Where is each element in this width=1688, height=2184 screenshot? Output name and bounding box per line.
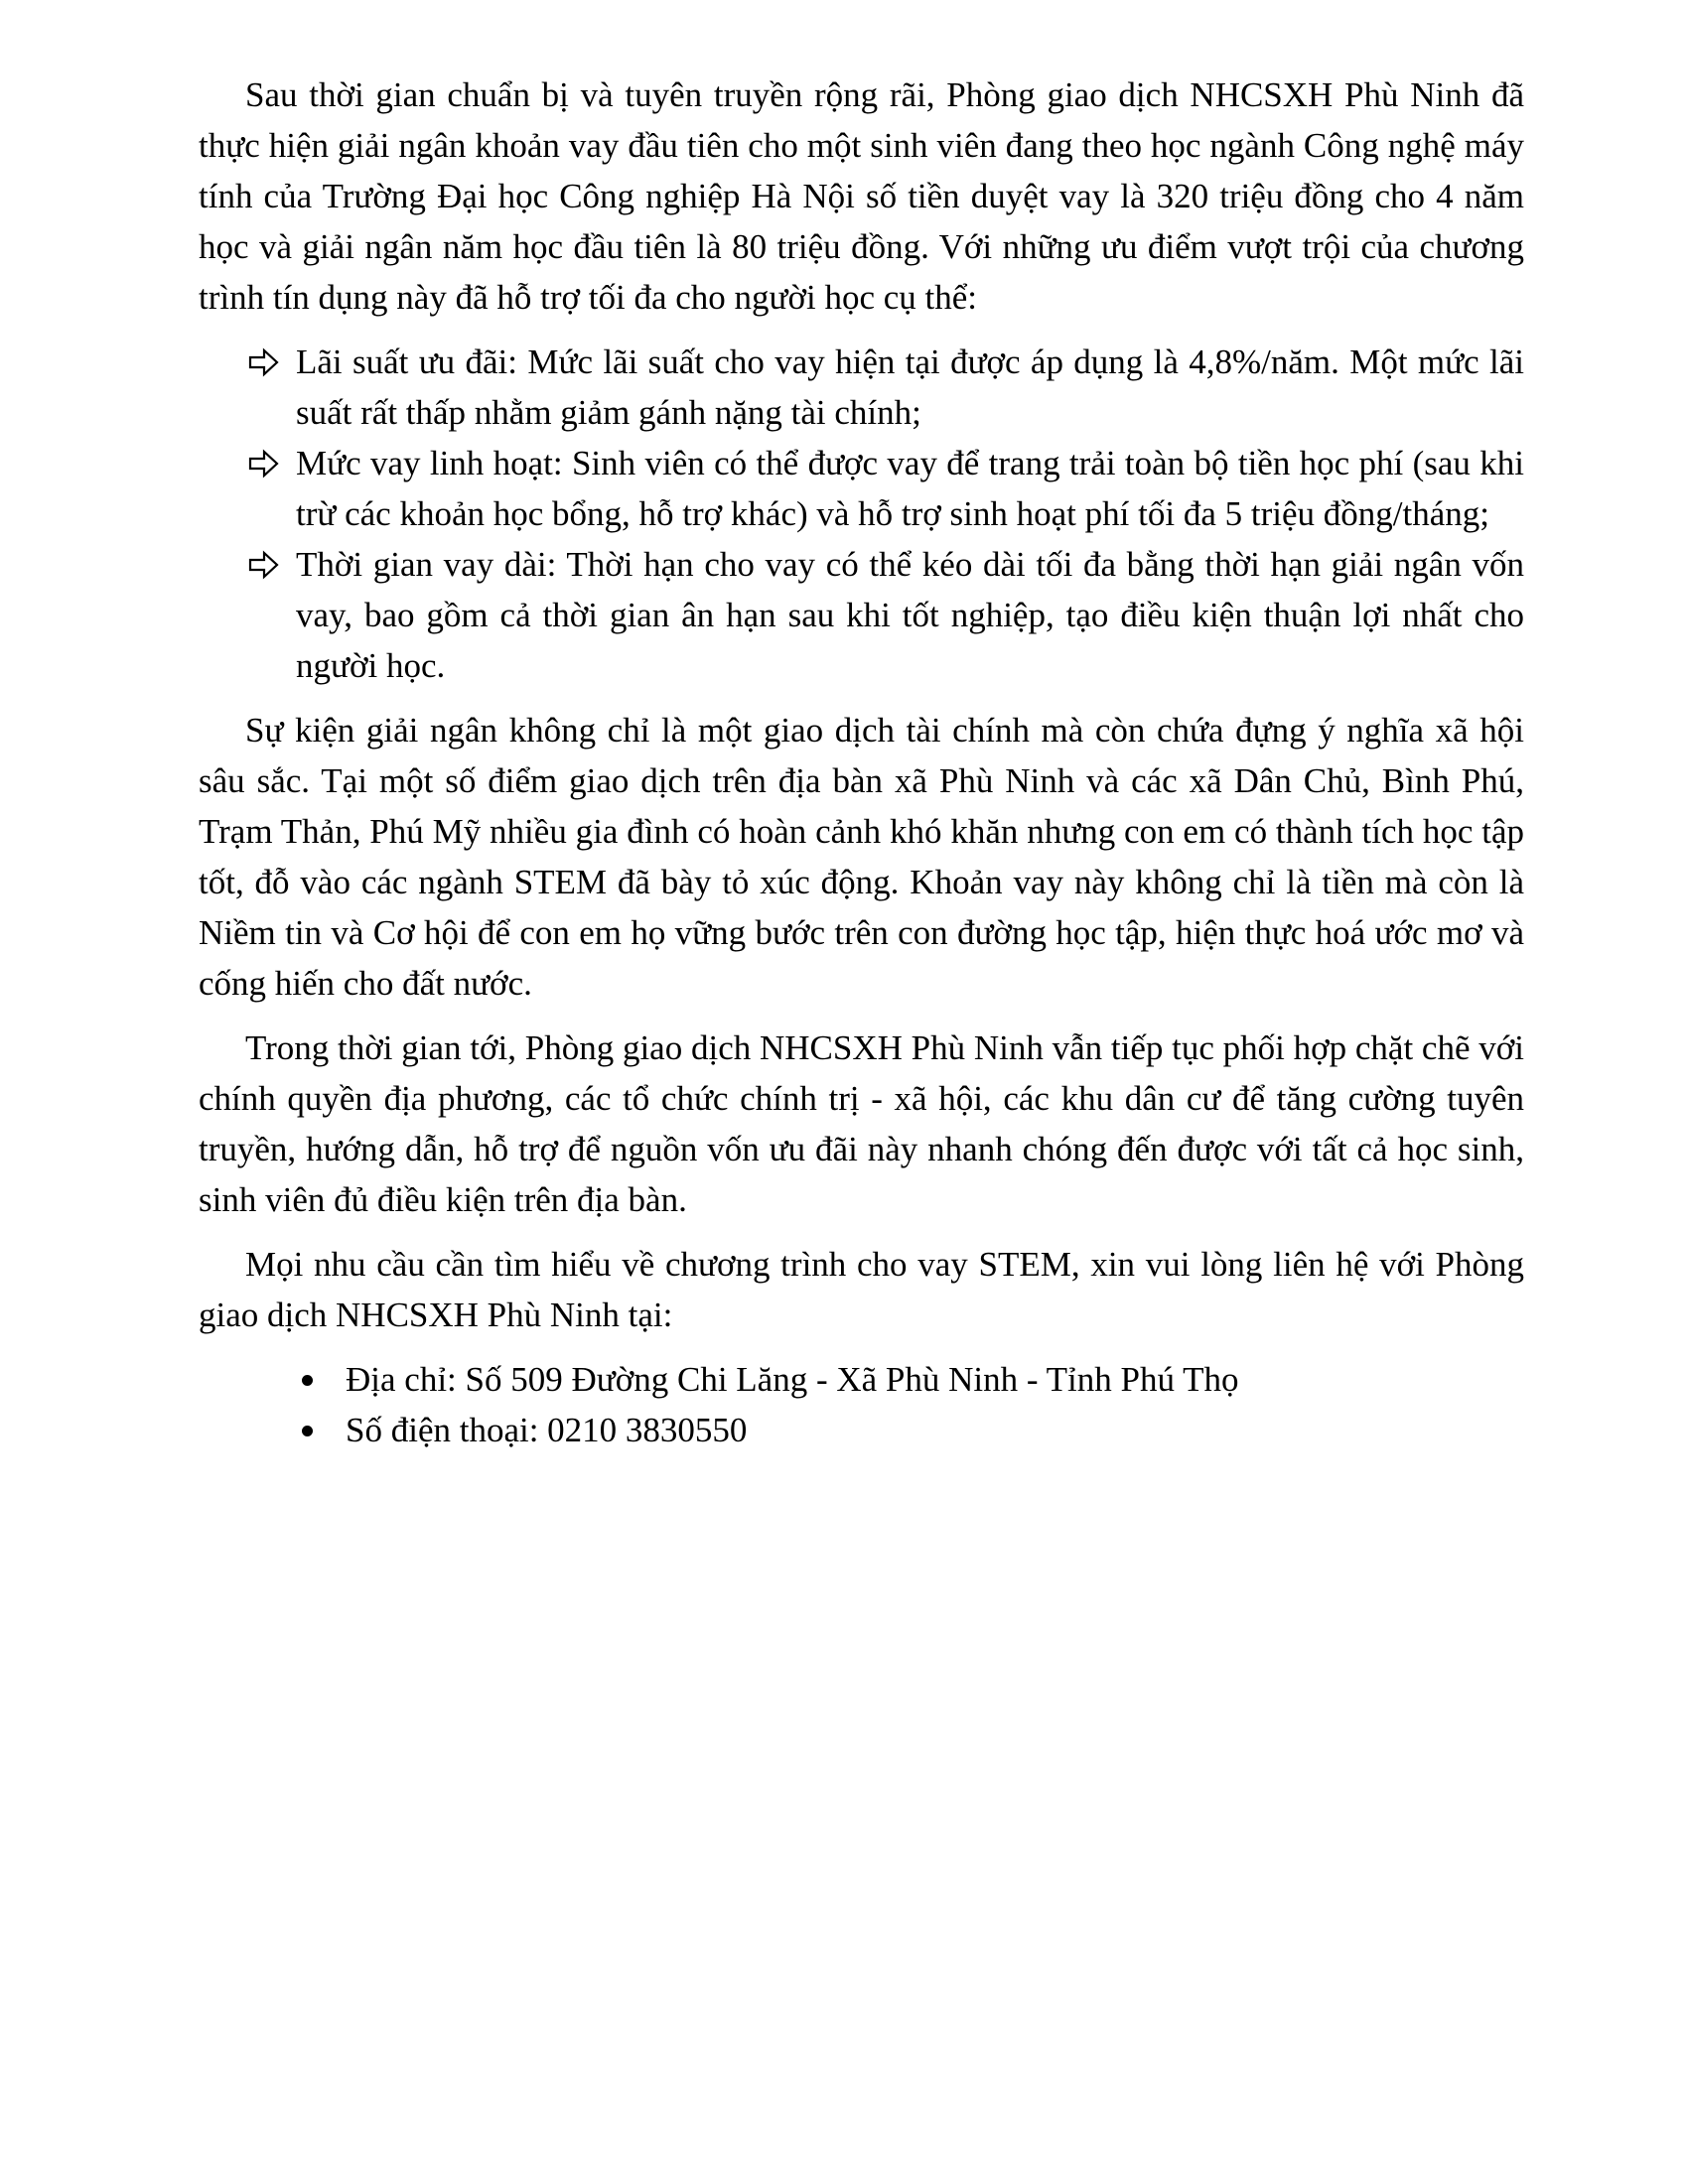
document-page xyxy=(199,69,1524,1455)
bullet-icon xyxy=(302,1375,313,1386)
bullet-icon xyxy=(302,1426,313,1436)
list-item xyxy=(296,438,1524,539)
intro-paragraph: Sau thời gian chuẩn bị và tuyên truyền rộng rãi, Phòng giao dịch NHCSXH Phù Ninh đã thực hiện giải ngân khoản vay đầu tiên cho một sinh viên đang theo học ngành Công nghệ máy tính của Trường Đại học Công nghiệp Hà Nội số tiền duyệt vay là 320 triệu đồng cho 4 năm học và giải ngân năm học đầu tiên là 80 triệu đồng. Với những ưu điểm vượt trội của chương trình tín dụng này đã hỗ trợ tối đa cho người học cụ thể: xyxy=(199,75,1524,317)
significance-paragraph: Sự kiện giải ngân không chỉ là một giao dịch tài chính mà còn chứa đựng ý nghĩa xã hội sâu sắc. Tại một số điểm giao dịch trên địa bàn xã Phù Ninh và các xã Dân Chủ, Bình Phú, Trạm Thản, Phú Mỹ nhiều gia đình có hoàn cảnh khó khăn nhưng con em có thành tích học tập tốt, đỗ vào các ngành STEM đã bày tỏ xúc động. Khoản vay này không chỉ là tiền mà còn là Niềm tin và Cơ hội để con em họ vững bước trên con đường học tập, hiện thực hoá ước mơ và cống hiến cho đất nước. xyxy=(199,711,1524,1003)
phone-text: Số điện thoại: 0210 3830550 xyxy=(346,1411,748,1449)
contact-list xyxy=(199,1354,1524,1455)
benefit-text: Thời gian vay dài: Thời hạn cho vay có thể kéo dài tối đa bằng thời hạn giải ngân vốn vay, bao gồm cả thời gian ân hạn sau khi tốt nghiệp, tạo điều kiện thuận lợi nhất cho người học. xyxy=(296,545,1524,685)
address-text: Địa chỉ: Số 509 Đường Chi Lăng - Xã Phù Ninh - Tỉnh Phú Thọ xyxy=(346,1360,1239,1399)
benefit-text: Mức vay linh hoạt: Sinh viên có thể được vay để trang trải toàn bộ tiền học phí (sau khi trừ các khoản học bổng, hỗ trợ khác) và hỗ trợ sinh hoạt phí tối đa 5 triệu đồng/tháng; xyxy=(296,444,1524,533)
list-item xyxy=(296,337,1524,438)
list-item xyxy=(346,1354,1524,1405)
benefit-text: Lãi suất ưu đãi: Mức lãi suất cho vay hiện tại được áp dụng là 4,8%/năm. Một mức lãi suất rất thấp nhằm giảm gánh nặng tài chính; xyxy=(296,342,1524,432)
arrow-right-icon xyxy=(246,438,282,488)
list-item xyxy=(346,1405,1524,1455)
contact-paragraph: Mọi nhu cầu cần tìm hiểu về chương trình cho vay STEM, xin vui lòng liên hệ với Phòng giao dịch NHCSXH Phù Ninh tại: xyxy=(199,1245,1524,1334)
list-item xyxy=(296,539,1524,691)
future-paragraph: Trong thời gian tới, Phòng giao dịch NHCSXH Phù Ninh vẫn tiếp tục phối hợp chặt chẽ với chính quyền địa phương, các tổ chức chính trị - xã hội, các khu dân cư để tăng cường tuyên truyền, hướng dẫn, hỗ trợ để nguồn vốn ưu đãi này nhanh chóng đến được với tất cả học sinh, sinh viên đủ điều kiện trên địa bàn. xyxy=(199,1028,1524,1219)
benefits-list xyxy=(199,337,1524,691)
arrow-right-icon xyxy=(246,539,282,590)
arrow-right-icon xyxy=(246,337,282,387)
